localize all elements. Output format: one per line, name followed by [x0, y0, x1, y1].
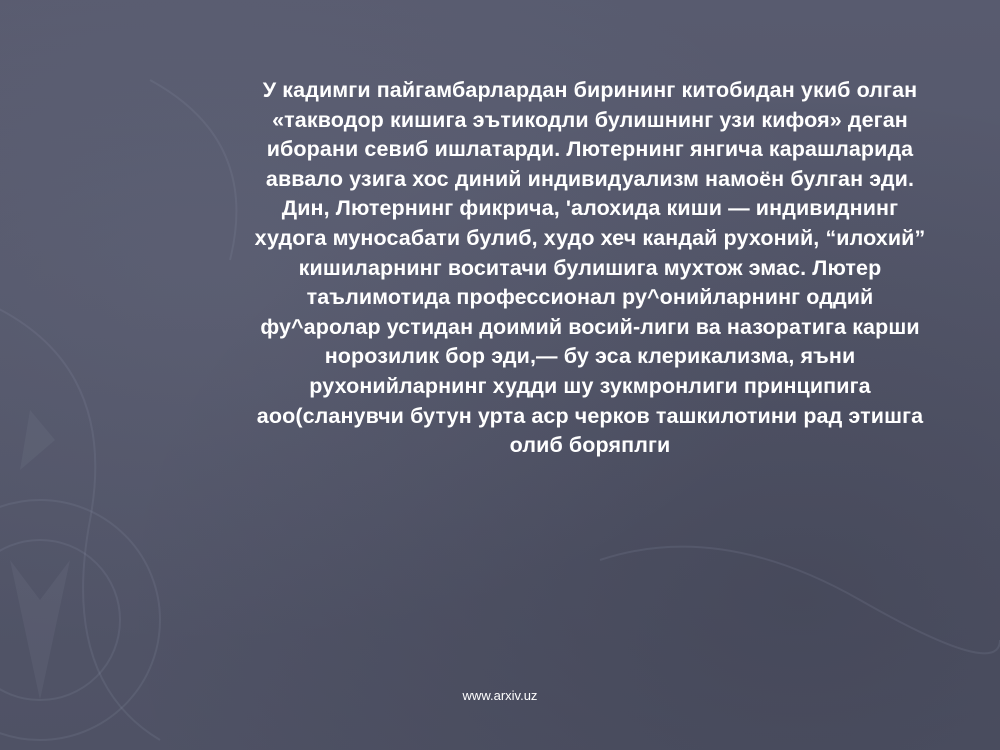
footer-url: www.arxiv.uz: [462, 688, 538, 703]
body-text: У кадимги пайгамбарлардан бирининг китобидан укиб олган «такводор кишига эътикодли булишнинг узи кифоя» деган иборани севиб ишлатарди. Лютернинг янгича карашларида аввало узига хос диний индивидуализм намоён булган эди. Дин, Лютернинг фикрича, 'алохида киши — индивиднинг худога муносабати булиб, худо хеч кандай рухоний, “илохий” кишиларнинг воситачи булишига мухтож эмас. Лютер таълимотида профессионал ру^онийларнинг оддий фу^аролар устидан доимий восий-лиги ва назоратига карши норозилик бор эди,— бу эса клерикализма, яъни рухонийларнинг худди шу зукмронлиги принципига аоо(сланувчи бутун урта аср черков ташкилотини рад этишга олиб боряплги: [254, 78, 926, 458]
